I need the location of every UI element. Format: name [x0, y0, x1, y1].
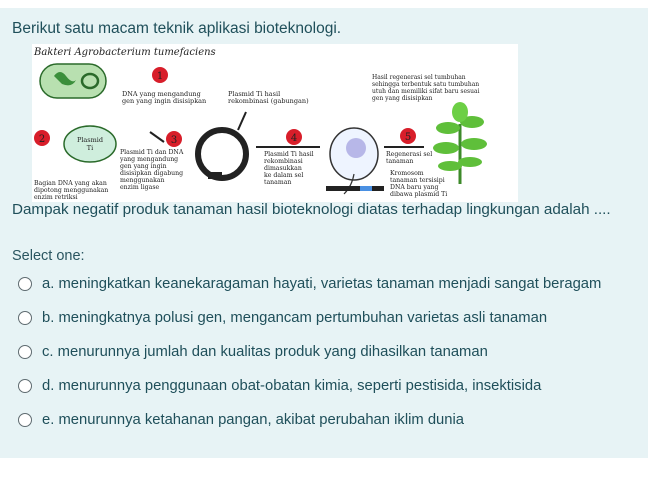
radio-button[interactable]	[18, 379, 32, 393]
radio-button[interactable]	[18, 413, 32, 427]
svg-text:Plasmid Ti hasil: Plasmid Ti hasil	[228, 90, 281, 98]
option-a[interactable]	[18, 274, 601, 294]
option-text: d. menurunnya penggunaan obat-obatan kimia, seperti pestisida, insektisida	[42, 378, 542, 394]
option-text: e. menurunnya ketahanan pangan, akibat perubahan iklim dunia	[42, 412, 465, 428]
svg-text:rekombinasi: rekombinasi	[264, 158, 303, 165]
svg-text:gen yang disisipkan: gen yang disisipkan	[372, 95, 433, 102]
svg-text:Plasmid Ti hasil: Plasmid Ti hasil	[264, 151, 314, 158]
option-c[interactable]	[18, 342, 488, 362]
option-d[interactable]	[18, 376, 541, 396]
svg-text:Bagian DNA yang akan: Bagian DNA yang akan	[34, 180, 107, 187]
figure-title: Bakteri Agrobacterium tumefaciens	[34, 47, 216, 58]
svg-text:enzim retriksi: enzim retriksi	[34, 194, 78, 201]
regeneration-label	[386, 151, 432, 165]
question-prompt: Dampak negatif produk tanaman hasil bioteknologi diatas terhadap lingkungan adalah ....	[12, 201, 611, 218]
svg-text:DNA baru yang: DNA baru yang	[390, 184, 439, 191]
regen-label	[372, 74, 480, 102]
svg-text:dimasukkan: dimasukkan	[264, 165, 302, 172]
svg-text:menggunakan: menggunakan	[120, 177, 165, 184]
svg-text:Plasmid: Plasmid	[76, 136, 104, 144]
svg-text:Plasmid Ti dan DNA: Plasmid Ti dan DNA	[120, 149, 184, 156]
svg-text:Hasil regenerasi sel tumbuhan: Hasil regenerasi sel tumbuhan	[372, 74, 466, 81]
svg-text:5: 5	[404, 132, 412, 143]
svg-text:Ti: Ti	[86, 144, 94, 152]
svg-text:gen yang ingin: gen yang ingin	[120, 163, 167, 170]
svg-text:1: 1	[156, 71, 164, 82]
svg-text:DNA yang mengandung: DNA yang mengandung	[122, 90, 201, 98]
svg-text:tanaman: tanaman	[264, 179, 292, 186]
svg-text:utuh dan memiliki sifat baru s: utuh dan memiliki sifat baru sesuai	[372, 88, 480, 95]
svg-text:gen yang ingin disisipkan: gen yang ingin disisipkan	[122, 97, 207, 105]
plasmid-dna-label	[119, 149, 184, 191]
radio-button[interactable]	[18, 345, 32, 359]
svg-text:sehingga terbentuk satu tumbuh: sehingga terbentuk satu tumbuhan	[372, 81, 480, 88]
svg-text:dipotong menggunakan: dipotong menggunakan	[34, 187, 109, 194]
option-text: a. meningkatkan keanekaragaman hayati, varietas tanaman menjadi sangat beragam	[42, 276, 602, 292]
svg-text:disisipkan digabung: disisipkan digabung	[120, 170, 184, 177]
option-text: c. menurunnya jumlah dan kualitas produk yang dihasilkan tanaman	[42, 344, 488, 360]
recombinant-label	[264, 151, 314, 186]
plant-icon	[433, 102, 487, 184]
radio-button[interactable]	[18, 311, 32, 325]
svg-text:Regenerasi sel: Regenerasi sel	[386, 151, 433, 158]
svg-text:3: 3	[170, 135, 178, 146]
option-b[interactable]	[18, 308, 547, 328]
svg-text:enzim ligase: enzim ligase	[120, 184, 160, 191]
svg-text:ke dalam sel: ke dalam sel	[264, 172, 304, 179]
svg-text:2: 2	[38, 134, 46, 145]
svg-text:rekombinasi (gabungan): rekombinasi (gabungan)	[228, 97, 309, 105]
option-e[interactable]	[18, 410, 464, 430]
dna-cut-label	[34, 180, 108, 201]
svg-text:dibawa plasmid Ti: dibawa plasmid Ti	[390, 191, 448, 198]
question-intro: Berikut satu macam teknik aplikasi bioteknologi.	[12, 20, 342, 37]
question-card	[0, 8, 648, 458]
svg-text:4: 4	[290, 133, 298, 144]
svg-text:tanaman: tanaman	[386, 158, 414, 165]
recombinant-plasmid-icon	[198, 130, 246, 178]
bacterium-icon	[40, 64, 106, 98]
chromosome-bar-icon	[326, 186, 384, 191]
svg-text:yang mengandung: yang mengandung	[120, 156, 179, 163]
option-text: b. meningkatnya polusi gen, mengancam pertumbuhan varietas asli tanaman	[42, 310, 548, 326]
chromosome-label	[390, 170, 447, 198]
biotech-diagram	[32, 44, 518, 202]
select-one-label: Select one:	[12, 248, 85, 264]
radio-button[interactable]	[18, 277, 32, 291]
svg-text:Kromosom: Kromosom	[390, 170, 424, 177]
svg-text:tanaman tersisipi: tanaman tersisipi	[390, 177, 445, 184]
